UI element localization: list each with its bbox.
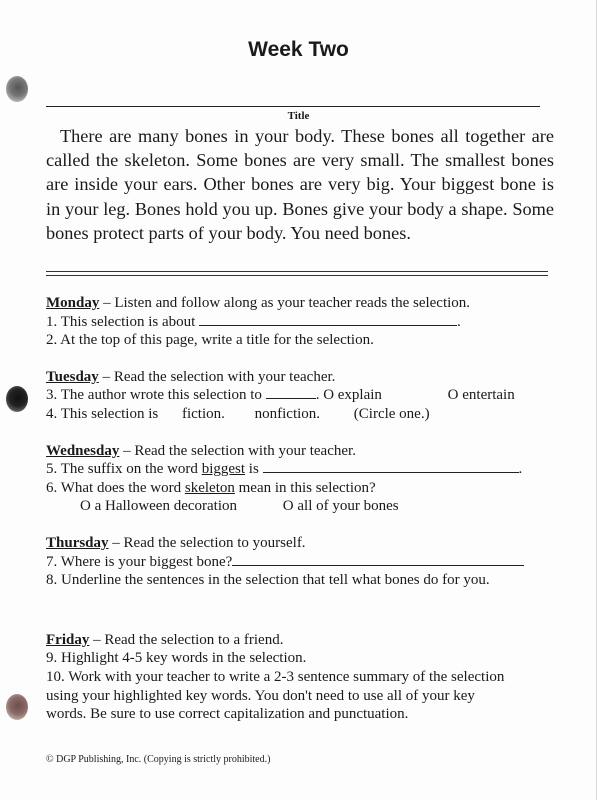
- question-5-end: is: [245, 461, 259, 478]
- option-nonfiction[interactable]: nonfiction.: [254, 405, 321, 422]
- option-entertain[interactable]: O entertain: [447, 387, 515, 404]
- question-6-start: 6. What does the word: [46, 479, 185, 496]
- question-6-end: mean in this selection?: [234, 479, 376, 496]
- friday-section: [46, 631, 566, 724]
- title-answer-line[interactable]: [46, 106, 540, 107]
- answer-blank-1[interactable]: [199, 313, 457, 326]
- question-7: 7. Where is your biggest bone?: [46, 553, 233, 570]
- question-5-period: .: [518, 461, 523, 478]
- question-9: 9. Highlight 4-5 key words in the selection.: [46, 650, 307, 667]
- answer-blank-5[interactable]: [263, 460, 519, 473]
- thursday-section: [46, 534, 566, 590]
- question-4: 4. This selection is: [46, 405, 159, 422]
- word-biggest: biggest: [201, 461, 246, 478]
- copyright-footer: © DGP Publishing, Inc. (Copying is strictly prohibited.): [46, 754, 271, 765]
- wednesday-instruction: – Read the selection with your teacher.: [119, 442, 356, 459]
- tuesday-section: [46, 368, 566, 424]
- title-label: Title: [287, 110, 310, 122]
- binder-hole: [6, 386, 28, 412]
- question-1: 1. This selection is about: [46, 313, 196, 330]
- monday-section: [46, 294, 566, 350]
- page-title: Week Two: [248, 38, 349, 61]
- option-fiction[interactable]: fiction.: [181, 405, 225, 422]
- option-halloween-decoration[interactable]: O a Halloween decoration: [80, 498, 238, 515]
- binder-hole: [6, 694, 28, 720]
- word-skeleton: skeleton: [184, 479, 235, 496]
- question-10-line-3: words. Be sure to use correct capitalization and punctuation.: [46, 706, 409, 723]
- questions-section: [46, 294, 566, 742]
- day-heading-monday: Monday: [46, 295, 100, 311]
- answer-blank-7[interactable]: [232, 553, 524, 566]
- wednesday-section: [46, 442, 566, 516]
- question-1-period: .: [457, 313, 461, 330]
- day-heading-friday: Friday: [46, 631, 90, 648]
- monday-instruction: – Listen and follow along as your teacher reads the selection.: [99, 295, 471, 311]
- circle-one-note: (Circle one.): [353, 405, 430, 422]
- friday-instruction: – Read the selection to a friend.: [89, 631, 284, 648]
- question-5-start: 5. The suffix on the word: [46, 461, 202, 478]
- question-8: 8. Underline the sentences in the selection that tell what bones do for you.: [46, 572, 490, 589]
- question-10-line-2: using your highlighted key words. You don't need to use all of your key: [46, 687, 475, 704]
- thursday-instruction: – Read the selection to yourself.: [108, 534, 306, 551]
- question-2: 2. At the top of this page, write a title for the selection.: [46, 332, 374, 349]
- option-explain[interactable]: . O explain: [315, 387, 382, 404]
- section-divider: [46, 271, 548, 276]
- question-10-line-1: 10. Work with your teacher to write a 2-3 sentence summary of the selection: [46, 668, 505, 685]
- answer-blank-3[interactable]: [266, 386, 316, 399]
- tuesday-instruction: – Read the selection with your teacher.: [98, 368, 336, 385]
- binder-hole: [6, 76, 28, 102]
- reading-passage: There are many bones in your body. These bones all together are called the skeleton. Some bones are very small. The smallest bones are inside your ears. Other bones are very big. Your biggest bone is in your leg. Bones hold you up. Bones give your body a shape. Some bones protect parts of your body. You need bones.: [46, 126, 554, 243]
- option-all-of-your-bones[interactable]: O all of your bones: [282, 498, 399, 515]
- day-heading-tuesday: Tuesday: [46, 368, 99, 385]
- day-heading-thursday: Thursday: [46, 534, 109, 551]
- question-3: 3. The author wrote this selection to: [46, 387, 262, 404]
- day-heading-wednesday: Wednesday: [46, 442, 120, 459]
